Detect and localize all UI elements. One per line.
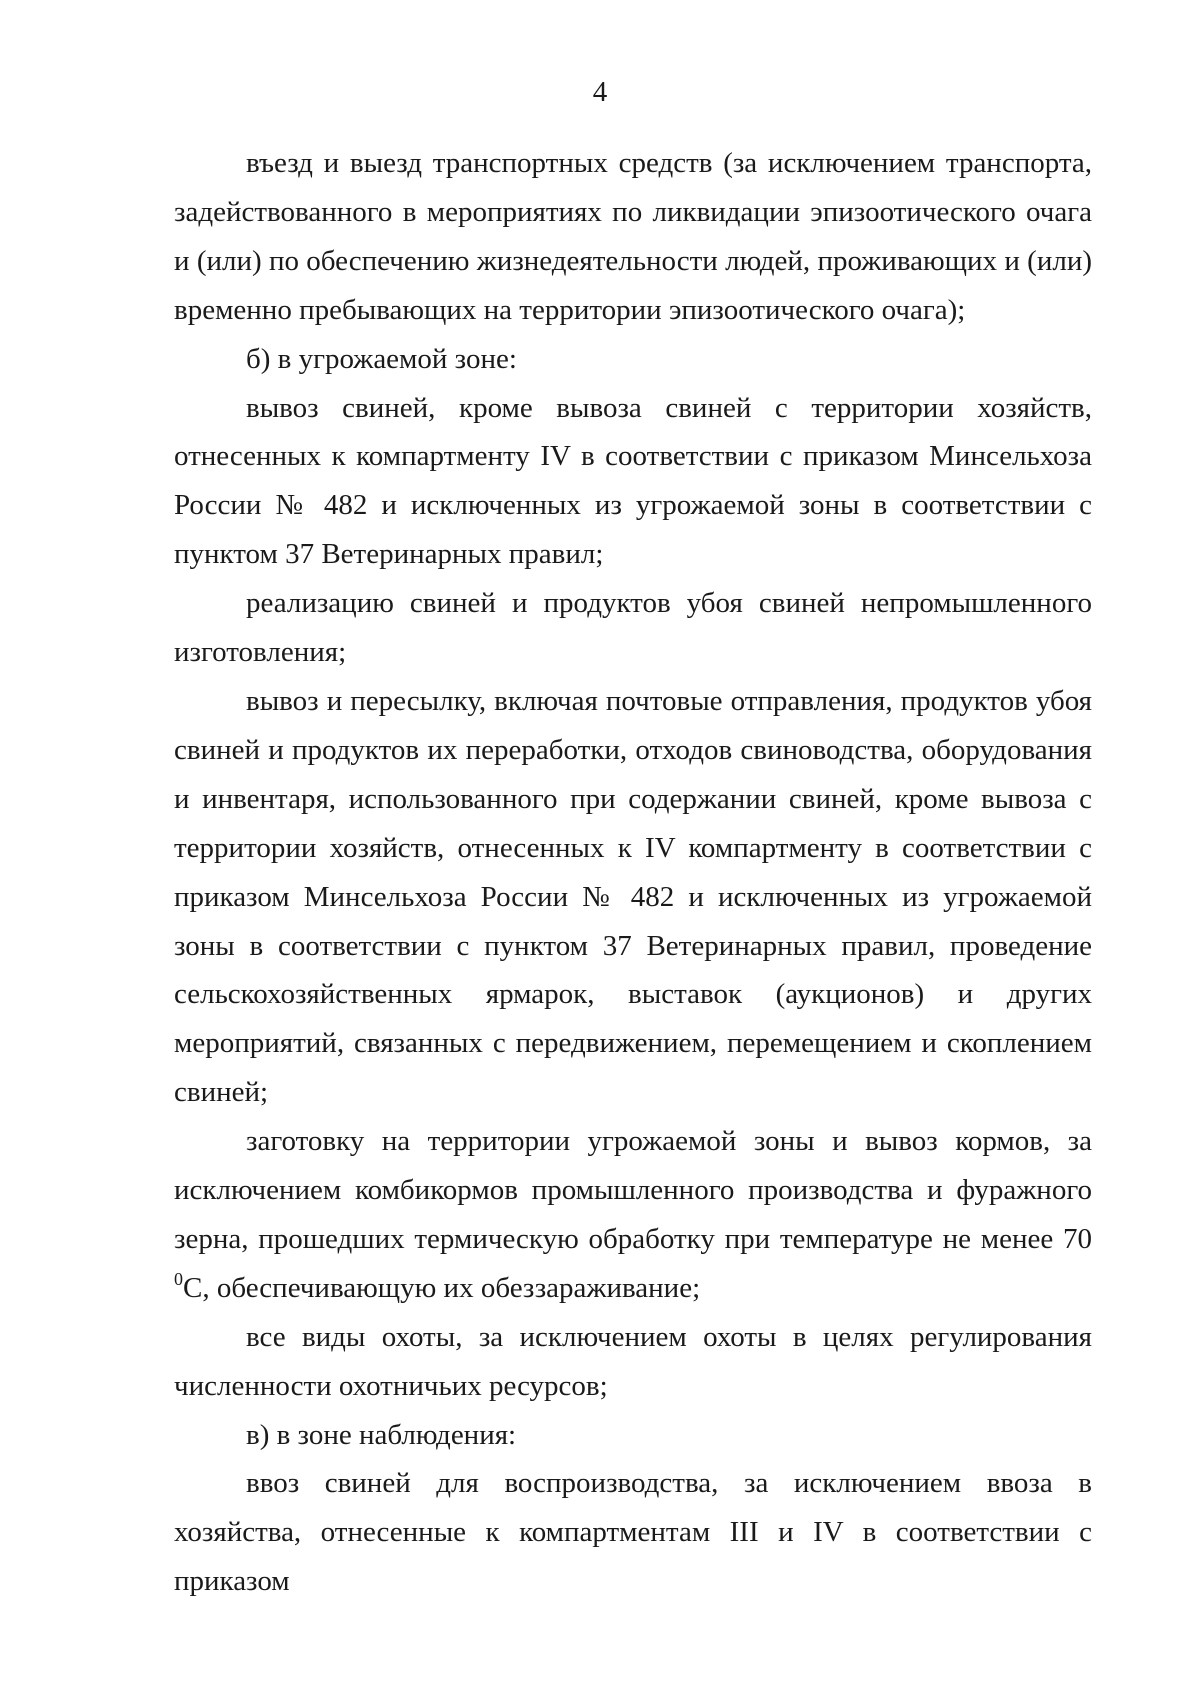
document-body <box>174 139 1092 1606</box>
paragraph-hunting: все виды охоты, за исключением охоты в целях регулирования численности охотничьих ресурсов; <box>174 1320 1092 1402</box>
paragraph-feed-procurement <box>174 1117 1092 1313</box>
paragraph-pig-sales: реализацию свиней и продуктов убоя свиней непромышленного изготовления; <box>174 587 1092 669</box>
paragraph-products-removal: вывоз и пересылку, включая почтовые отправления, продуктов убоя свиней и продуктов их переработки, отходов свиноводства, оборудования и инвентаря, использованного при содержании свиней, кроме вывоза с территории хозяйств, отнесенных к IV компартменту в соответствии с приказом Минсельхоза России № 482 и исключенных из угрожаемой зоны в соответствии с пунктом 37 Ветеринарных правил, проведение сельскохозяйственных ярмарок, выставок (аукционов) и других мероприятий, связанных с передвижением, перемещением и скоплением свиней; <box>174 684 1092 1109</box>
paragraph-pig-removal: вывоз свиней, кроме вывоза свиней с территории хозяйств, отнесенных к компартменту IV в соответствии с приказом Минсельхоза России № 482 и исключенных из угрожаемой зоны в соответствии с пунктом 37 Ветеринарных правил; <box>174 391 1092 571</box>
page-number: 4 <box>592 76 608 108</box>
paragraph-observation-zone-heading: в) в зоне наблюдения: <box>246 1418 517 1451</box>
paragraph-threatened-zone-heading: б) в угрожаемой зоне: <box>246 342 517 375</box>
degree-superscript: 0 <box>174 1268 183 1289</box>
feed-text-before: заготовку на территории угрожаемой зоны и вывоз кормов, за исключением комбикормов промышленного производства и фуражного зерна, прошедших термическую обработку при температуре не менее 70 <box>174 1125 1092 1255</box>
feed-text-after: С, обеспечивающую их обеззараживание; <box>183 1271 701 1304</box>
paragraph-vehicle-entry-exit: въезд и выезд транспортных средств (за исключением транспорта, задействованного в мероприятиях по ликвидации эпизоотического очага и (или) по обеспечению жизнедеятельности людей, проживающих и (или) временно пребывающих на территории эпизоотического очага); <box>174 147 1092 326</box>
paragraph-pig-import: ввоз свиней для воспроизводства, за исключением ввоза в хозяйства, отнесенные к компартментам III и IV в соответствии с приказом <box>174 1467 1092 1598</box>
